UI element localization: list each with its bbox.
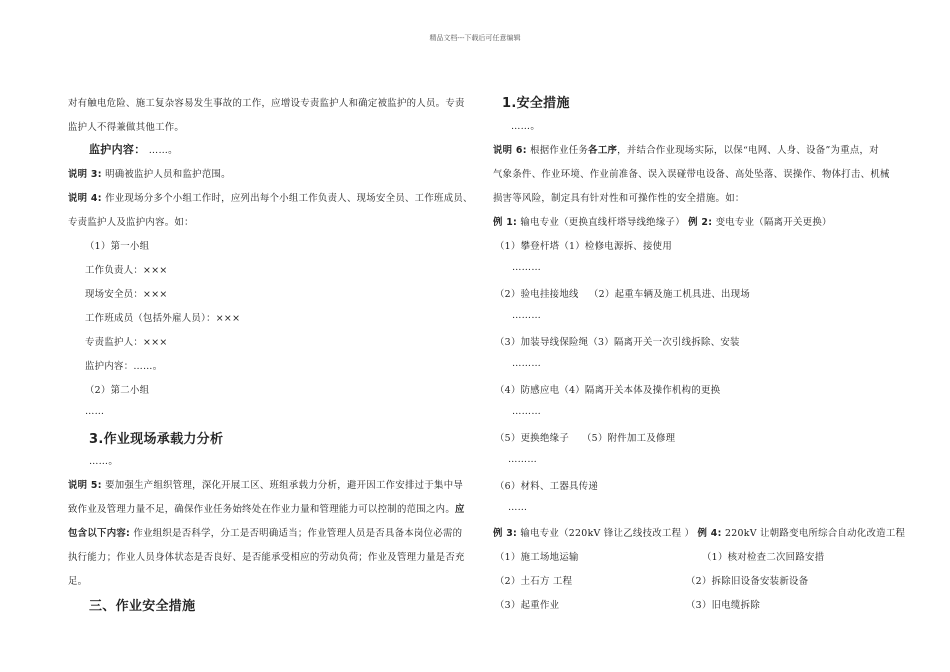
example-4-text: 220kV 让朝路变电所综合自动化改造工程	[724, 528, 906, 539]
note-5-bold-2: 包含以下内容:	[68, 528, 131, 539]
example-3-4	[493, 525, 905, 539]
section-3-dots: ……。	[89, 456, 119, 467]
note-6-label: 说明 6:	[493, 145, 527, 156]
example-3-label: 例 3:	[493, 528, 518, 539]
note-4-label: 说明 4:	[68, 193, 102, 204]
note-5-label: 说明 5:	[68, 480, 102, 491]
example-1-text: 输电专业（更换直线杆塔导线绝缘子）	[520, 217, 685, 228]
item-4-dots: ………	[512, 406, 542, 417]
note-3-text: 明确被监护人员和监护范围。	[105, 169, 231, 180]
note-6-text-2: 气象条件、作业环境、作业前准备、误入误碰带电设备、高处坠落、误操作、物体打击、机械	[493, 169, 890, 180]
item-3: （3）加装导线保险绳（3）隔离开关一次引线拆除、安装	[495, 337, 740, 348]
note-6-bold: 各工序	[588, 145, 618, 156]
section-three-title: 三、作业安全措施	[89, 599, 196, 614]
note-3	[68, 166, 231, 180]
example-2-label: 例 2:	[688, 217, 713, 228]
work-leader: 工作负责人：×××	[85, 265, 168, 276]
example-2-text: 变电专业（隔离开关更换）	[715, 217, 832, 228]
note-5-line-3	[68, 525, 462, 539]
note-6-text-1a: 根据作业任务	[530, 145, 589, 156]
note-4-text-1: 作业现场分多个小组工作时，应列出每个小组工作负责人、现场安全员、工作班成员、	[105, 193, 473, 204]
example-1-label: 例 1:	[493, 217, 518, 228]
item-5b: （5）附件加工及修理	[582, 433, 676, 444]
note-3-label: 说明 3:	[68, 169, 102, 180]
section-3-title: 3.作业现场承载力分析	[89, 432, 224, 447]
group-1: （1）第一小组	[85, 241, 150, 252]
task-3a: （3）起重作业	[495, 600, 560, 611]
supervisor: 专责监护人：×××	[85, 337, 168, 348]
note-5-text-4: 执行能力；作业人员身体状态是否良好、是否能承受相应的劳动负荷；作业及管理力量是否充	[68, 552, 465, 563]
intro-line-2: 监护人不得兼做其他工作。	[68, 122, 185, 133]
example-3-text: 输电专业（220kV 锋让乙线技改工程 ）	[520, 528, 695, 539]
note-5	[68, 477, 463, 491]
item-5-dots: ………	[508, 454, 538, 465]
note-4	[68, 190, 473, 204]
item-2a: （2）验电挂接地线	[495, 289, 579, 300]
item-2b: （2）起重车辆及施工机具进、出现场	[589, 289, 751, 300]
example-1-2	[493, 214, 832, 228]
item-1-dots: ………	[512, 262, 542, 273]
intro-line-1: 对有触电危险、施工复杂容易发生事故的工作，应增设专责监护人和确定被监护的人员。专责	[68, 98, 465, 109]
safety-officer: 现场安全员：×××	[85, 289, 168, 300]
monitor-label: 监护内容：	[89, 143, 146, 156]
note-6-line-1	[493, 142, 879, 156]
item-3-dots: ………	[512, 358, 542, 369]
note-5-text-5: 足。	[68, 576, 88, 587]
task-1a: （1）施工场地运输	[495, 552, 579, 563]
monitor-dots: ……。	[148, 145, 178, 156]
monitor-heading	[89, 141, 178, 157]
note-5-bold-1: 应	[455, 504, 465, 515]
item-6-dots: ……	[508, 502, 528, 513]
task-1b: （1）核对检查二次回路安措	[702, 552, 825, 563]
group-2: （2）第二小组	[85, 385, 150, 396]
task-2a: （2）土石方 工程	[495, 576, 573, 587]
note-5-line-2	[68, 501, 465, 515]
task-3b: （3）旧电缆拆除	[686, 600, 760, 611]
item-2-dots: ………	[512, 310, 542, 321]
note-5-text-1: 要加强生产组织管理，深化开展工区、班组承载力分析，避开因工作安排过于集中导	[105, 480, 464, 491]
note-5-text-3: 作业组织是否科学，分工是否明确适当；作业管理人员是否具备本岗位必需的	[133, 528, 463, 539]
item-4: （4）防感应电（4）隔离开关本体及操作机构的更换	[495, 385, 721, 396]
monitor-content: 监护内容：……。	[85, 361, 163, 372]
item-1: （1）攀登杆塔（1）检修电源拆、接使用	[495, 241, 673, 252]
item-6: （6）材料、工器具传递	[495, 481, 599, 492]
note-4-text-2: 专责监护人及监护内容。如：	[68, 217, 194, 228]
note-5-text-2: 致作业及管理力量不足，确保作业任务始终处在作业力量和管理能力可以控制的范围之内。	[68, 504, 456, 515]
crew-members: 工作班成员（包括外雇人员）：×××	[85, 313, 241, 324]
section-1-dots: ……。	[511, 121, 541, 132]
group-2-dots: ……	[85, 406, 105, 417]
item-5a: （5）更换绝缘子	[495, 433, 569, 444]
task-2b: （2）拆除旧设备安装新设备	[686, 576, 809, 587]
page-header-watermark: 精品文档---下载后可任意编辑	[429, 34, 521, 42]
note-6-text-3: 损害等风险，制定具有针对性和可操作性的安全措施。如：	[493, 193, 745, 204]
example-4-label: 例 4:	[697, 528, 722, 539]
section-1-title: 1.安全措施	[502, 96, 570, 111]
note-6-text-1b: ，并结合作业现场实际，以保“电网、人身、设备”为重点，对	[617, 145, 879, 156]
